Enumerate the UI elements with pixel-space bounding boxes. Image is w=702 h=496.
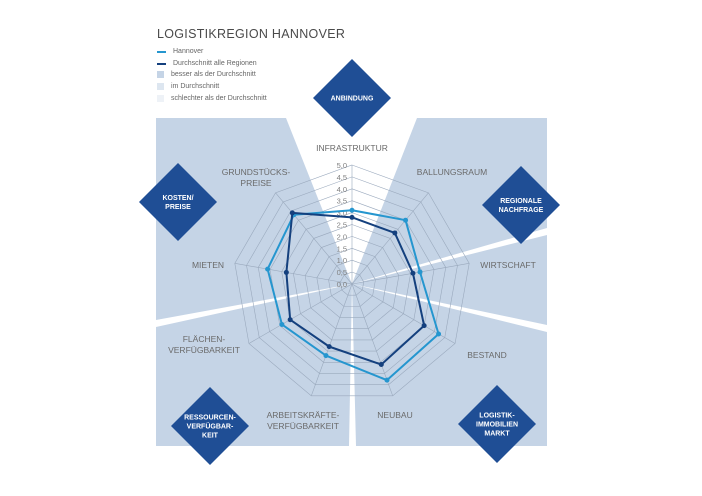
axis-label: VERFÜGBARKEIT [168,345,240,355]
data-point [323,353,328,358]
badge-label: LOGISTIK- [479,412,515,420]
badge-label: IMMOBILIEN [476,421,518,429]
axis-label: FLÄCHEN- [182,334,226,344]
radar-tick-labels [337,161,347,289]
data-point [417,270,422,275]
legend-label-hannover: Hannover [173,48,204,55]
data-point [436,331,441,336]
tick-label: 1,0 [336,256,347,266]
badge-label: KEIT [202,432,218,440]
badge-label: MARKT [484,430,510,438]
tick-label: 3,0 [336,208,347,218]
tick-label: 4,0 [336,184,347,194]
badge-label: PREISE [165,204,191,211]
axis-label: BESTAND [467,350,507,360]
axis-label: WIRTSCHAFT [480,260,536,270]
legend-label-im-durchschnitt: im Durchschnitt [171,83,220,90]
data-point [385,378,390,383]
data-point [392,230,397,235]
badge-label: REGIONALE [500,198,542,205]
tick-label: 2,5 [336,220,347,230]
legend-label-besser: besser als der Durchschnitt [171,71,256,78]
badge-label: RESSOURCEN- [184,414,236,422]
data-point [288,317,293,322]
axis-label: NEUBAU [377,410,413,420]
tick-label: 0,5 [336,268,347,278]
tick-label: 0,0 [336,280,347,289]
data-point [279,322,284,327]
tick-label: 4,5 [336,172,347,182]
badge-label: KOSTEN/ [162,195,194,202]
tick-label: 2,0 [336,232,347,242]
data-point [403,218,408,223]
axis-label: ARBEITSKRÄFTE- [266,410,340,420]
data-point [422,323,427,328]
chart-title: LOGISTIKREGION HANNOVER [157,27,346,41]
badge-label: NACHFRAGE [498,207,544,214]
tick-label: 5,0 [336,161,347,170]
axis-label: PREISE [240,178,272,188]
axis-label: GRUNDSTÜCKS- [221,167,291,177]
axis-label: INFRASTRUKTUR [316,143,388,153]
axis-label: VERFÜGBARKEIT [267,421,339,431]
data-point [284,270,289,275]
data-point [350,215,355,220]
legend-label-schlechter: schlechter als der Durchschnitt [171,95,267,102]
tick-label: 1,5 [336,244,347,254]
badge-label: VERFÜGBAR- [186,423,234,431]
data-point [379,362,384,367]
axis-label: BALLUNGSRAUM [416,167,488,177]
badge-label: ANBINDUNG [330,95,374,103]
data-point [290,210,295,215]
axis-label: MIETEN [191,260,225,270]
data-point [410,271,415,276]
data-point [265,267,270,272]
data-point [350,208,355,213]
legend-label-durchschnitt: Durchschnitt alle Regionen [173,60,257,67]
data-point [327,344,332,349]
tick-label: 3,5 [336,196,347,206]
